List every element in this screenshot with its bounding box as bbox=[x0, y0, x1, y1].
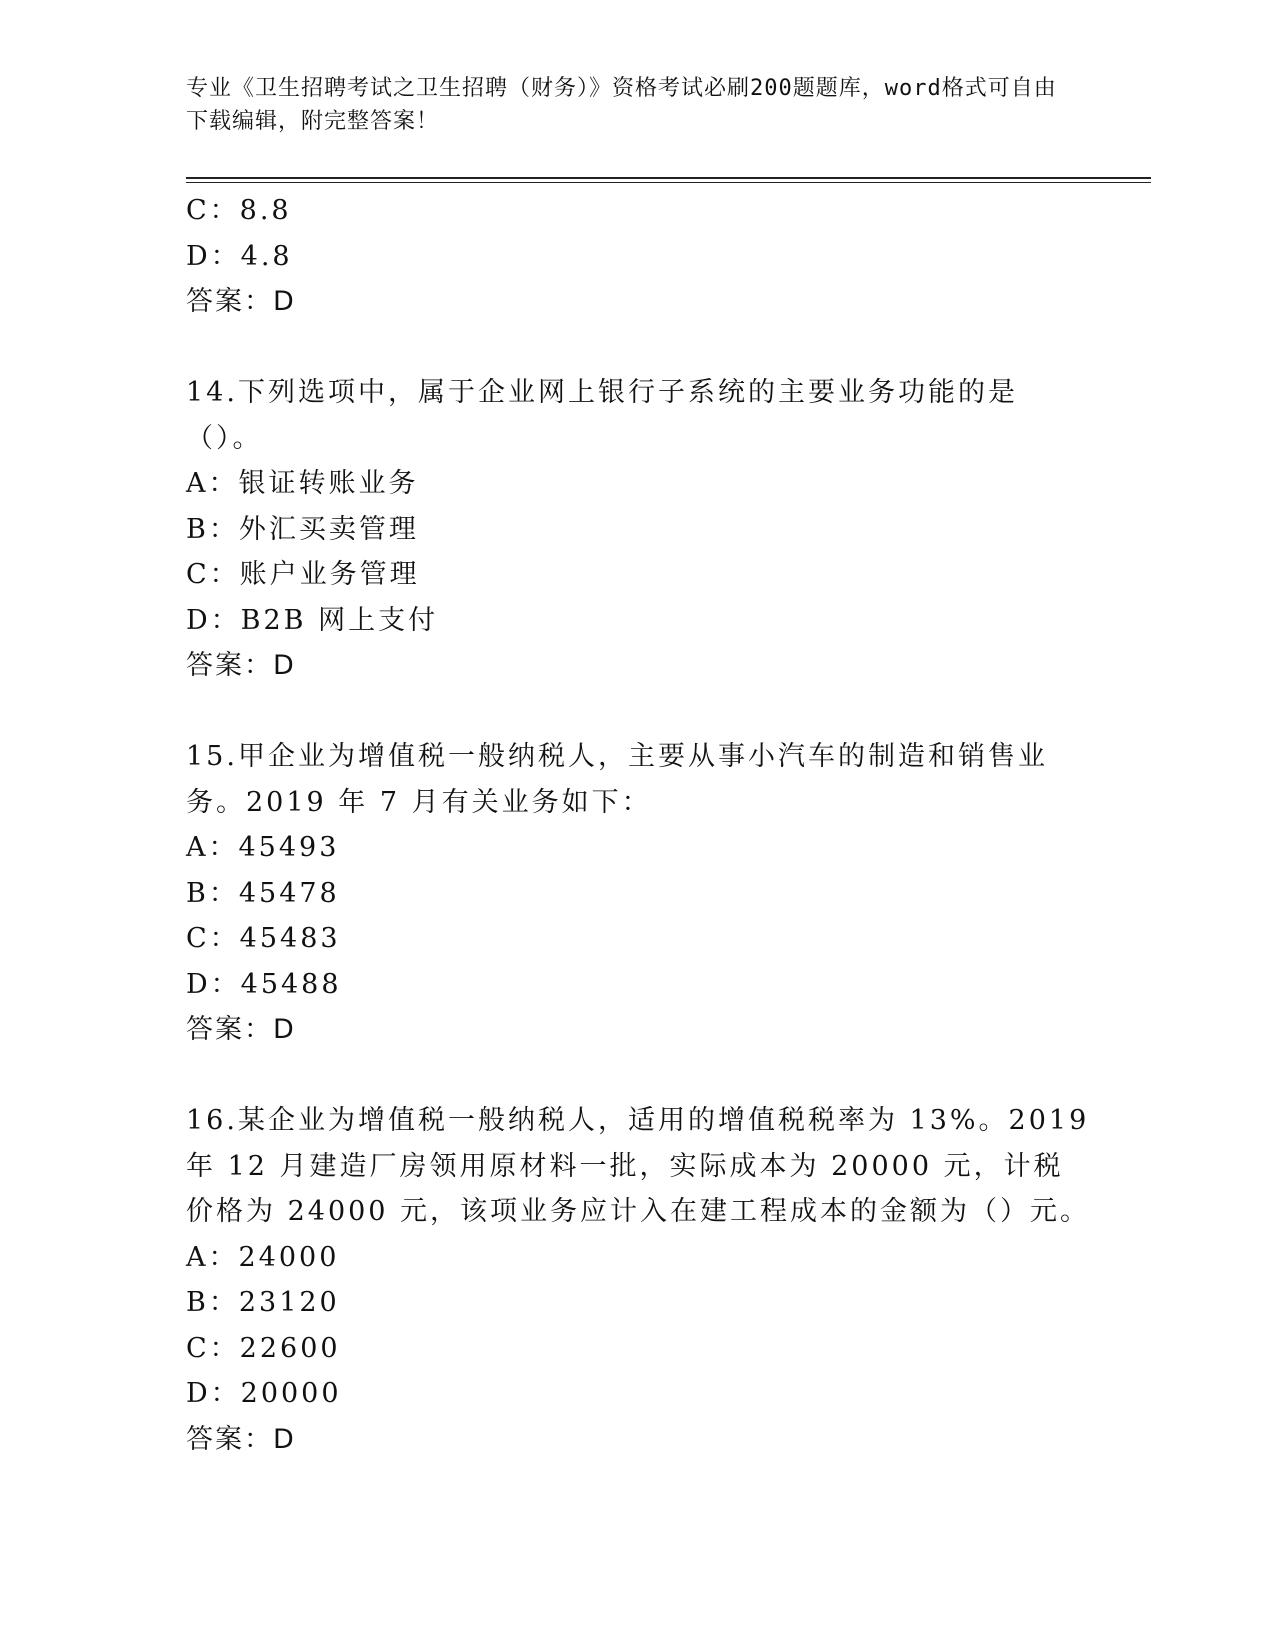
page-header-title: 专业《卫生招聘考试之卫生招聘（财务）》资格考试必刷200题题库，word格式可自由下载编辑，附完整答案！ bbox=[186, 76, 1057, 134]
answer-line: 答案：D bbox=[186, 650, 296, 681]
spacer bbox=[186, 1053, 1086, 1099]
answer-line: 答案：D bbox=[186, 1014, 296, 1045]
option-a: A：45493 bbox=[186, 832, 340, 863]
option-d: D：4.8 bbox=[186, 240, 293, 272]
option-c: C：22600 bbox=[186, 1332, 341, 1364]
question-stem: 14.下列选项中，属于企业网上银行子系统的主要业务功能的是（）。 bbox=[186, 377, 1018, 454]
option-b: B：45478 bbox=[186, 877, 340, 909]
option-d: D：20000 bbox=[186, 1378, 342, 1409]
option-a: A：24000 bbox=[186, 1241, 340, 1273]
spacer bbox=[186, 325, 1086, 371]
option-c: C：45483 bbox=[186, 923, 341, 954]
question-stem: 15.甲企业为增值税一般纳税人，主要从事小汽车的制造和销售业务。2019 年 7 月有关业务如下： bbox=[186, 741, 1048, 818]
option-c: C：8.8 bbox=[186, 195, 292, 226]
header-divider bbox=[186, 177, 1151, 179]
answer-line: 答案：D bbox=[186, 286, 296, 317]
option-d: D：B2B 网上支付 bbox=[186, 604, 439, 636]
header-divider-thin bbox=[186, 182, 1151, 183]
spacer bbox=[186, 689, 1086, 735]
option-b: B：外汇买卖管理 bbox=[186, 513, 419, 545]
document-body bbox=[186, 188, 1091, 1462]
question-stem: 16.某企业为增值税一般纳税人，适用的增值税税率为 13%。2019 年 12 月建造厂房领用原材料一批，实际成本为 20000 元，计税价格为 24000 元，该项业务应计入在建工程成本的金额为（）元。 bbox=[186, 1105, 1091, 1227]
option-a: A：银证转账业务 bbox=[186, 468, 419, 499]
option-b: B：23120 bbox=[186, 1287, 340, 1318]
option-d: D：45488 bbox=[186, 968, 342, 1000]
option-c: C：账户业务管理 bbox=[186, 559, 420, 590]
answer-line: 答案：D bbox=[186, 1423, 296, 1455]
